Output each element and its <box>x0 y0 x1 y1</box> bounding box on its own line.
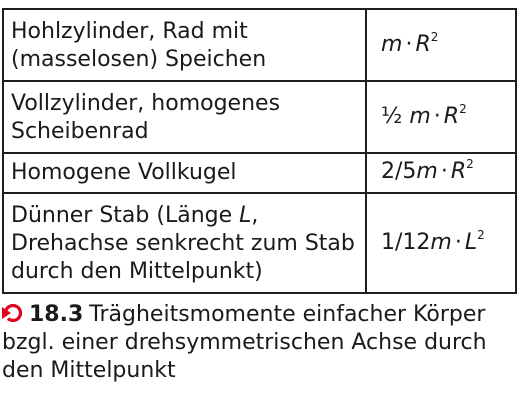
formula-prefix: ½ <box>381 104 410 129</box>
table-row <box>3 9 516 81</box>
formula-length: R <box>450 159 467 184</box>
body-label-line: (masselosen) Speichen <box>11 47 267 72</box>
formula-dot: · <box>440 159 448 184</box>
caption-number: 18.3 <box>29 302 84 327</box>
table-cell-body <box>3 81 366 153</box>
body-label-line: durch den Mittelpunkt) <box>11 259 263 284</box>
formula-length: L <box>464 230 478 255</box>
formula <box>381 32 438 57</box>
formula-dot: · <box>433 104 441 129</box>
formula-exponent: 2 <box>466 157 474 171</box>
arrow-reference-icon <box>2 303 24 323</box>
table-cell-formula <box>366 9 516 81</box>
table-row <box>3 193 516 293</box>
body-label-text: Dünner Stab (Länge <box>11 203 240 228</box>
formula-mass: m <box>416 159 438 184</box>
formula-prefix: 1/12 <box>381 230 431 255</box>
formula-dot: · <box>405 32 413 57</box>
table-cell-formula <box>366 153 516 193</box>
table-row <box>3 81 516 153</box>
formula-length: R <box>443 104 460 129</box>
formula <box>381 230 485 255</box>
formula-dot: · <box>454 230 462 255</box>
body-label-line: Scheibenrad <box>11 119 149 144</box>
formula-exponent: 2 <box>477 228 485 242</box>
formula-prefix: 2/5 <box>381 159 417 184</box>
body-label-text: , <box>251 203 259 228</box>
inertia-table-wrapper <box>2 8 517 294</box>
table-row <box>3 153 516 193</box>
formula-length: R <box>415 32 431 57</box>
formula <box>381 159 474 184</box>
table-cell-body <box>3 193 366 293</box>
table-cell-body <box>3 9 366 81</box>
body-label-variable: L <box>239 203 252 228</box>
body-label-line: Vollzylinder, homogenes <box>11 91 281 116</box>
inertia-table <box>2 8 517 294</box>
table-cell-body <box>3 153 366 193</box>
table-cell-formula <box>366 81 516 153</box>
table-caption <box>2 301 517 385</box>
body-label-line: Homogene Vollkugel <box>11 160 237 185</box>
formula-mass: m <box>381 32 403 57</box>
table-cell-formula <box>366 193 516 293</box>
formula <box>381 104 467 129</box>
body-label-line <box>11 203 258 228</box>
formula-mass: m <box>409 104 431 129</box>
body-label-line: Hohlzylinder, Rad mit <box>11 19 248 44</box>
body-label-line: Drehachse senkrecht zum Stab <box>11 231 355 256</box>
formula-exponent: 2 <box>430 30 439 44</box>
formula-exponent: 2 <box>459 102 467 116</box>
formula-mass: m <box>430 230 452 255</box>
caption-text: Trägheitsmomente einfacher Körper bzgl. einer drehsymmetrischen Achse durch den Mittelpunkt <box>2 302 487 383</box>
